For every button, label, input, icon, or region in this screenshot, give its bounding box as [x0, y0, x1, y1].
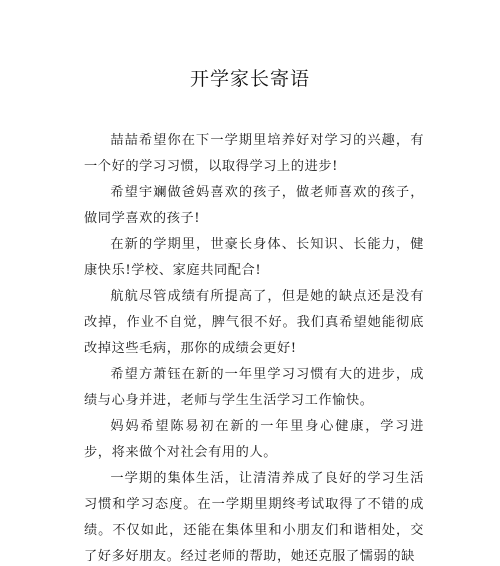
paragraph-5: 希望方萧钰在新的一年里学习习惯有大的进步，成绩与心身并进，老师与学生生活学习工作愉快。: [84, 367, 424, 408]
document-body: [84, 128, 424, 566]
paragraph-2: 希望宇斓做爸妈喜欢的孩子，做老师喜欢的孩子，做同学喜欢的孩子!: [84, 185, 424, 226]
paragraph-4: 航航尽管成绩有所提高了，但是她的缺点还是没有改掉，作业不自觉，脾气很不好。我们真希望她能彻底改掉这些毛病，那你的成绩会更好!: [84, 289, 424, 356]
paragraph-7: 一学期的集体生活，让清清养成了良好的学习生活习惯和学习态度。在一学期里期终考试取得了不错的成绩。不仅如此，还能在集体里和小朋友们和谐相处，交了好多好朋友。经过老师的帮助，她还克服了懦弱的缺: [84, 471, 424, 564]
paragraph-1: 喆喆希望你在下一学期里培养好对学习的兴趣，有一个好的学习习惯，以取得学习上的进步!: [84, 133, 424, 174]
paragraph-6: 妈妈希望陈易初在新的一年里身心健康，学习进步，将来做个对社会有用的人。: [84, 419, 424, 460]
document-title: 开学家长寄语: [189, 68, 310, 90]
paragraph-3: 在新的学期里，世豪长身体、长知识、长能力，健康快乐!学校、家庭共同配合!: [84, 237, 424, 278]
